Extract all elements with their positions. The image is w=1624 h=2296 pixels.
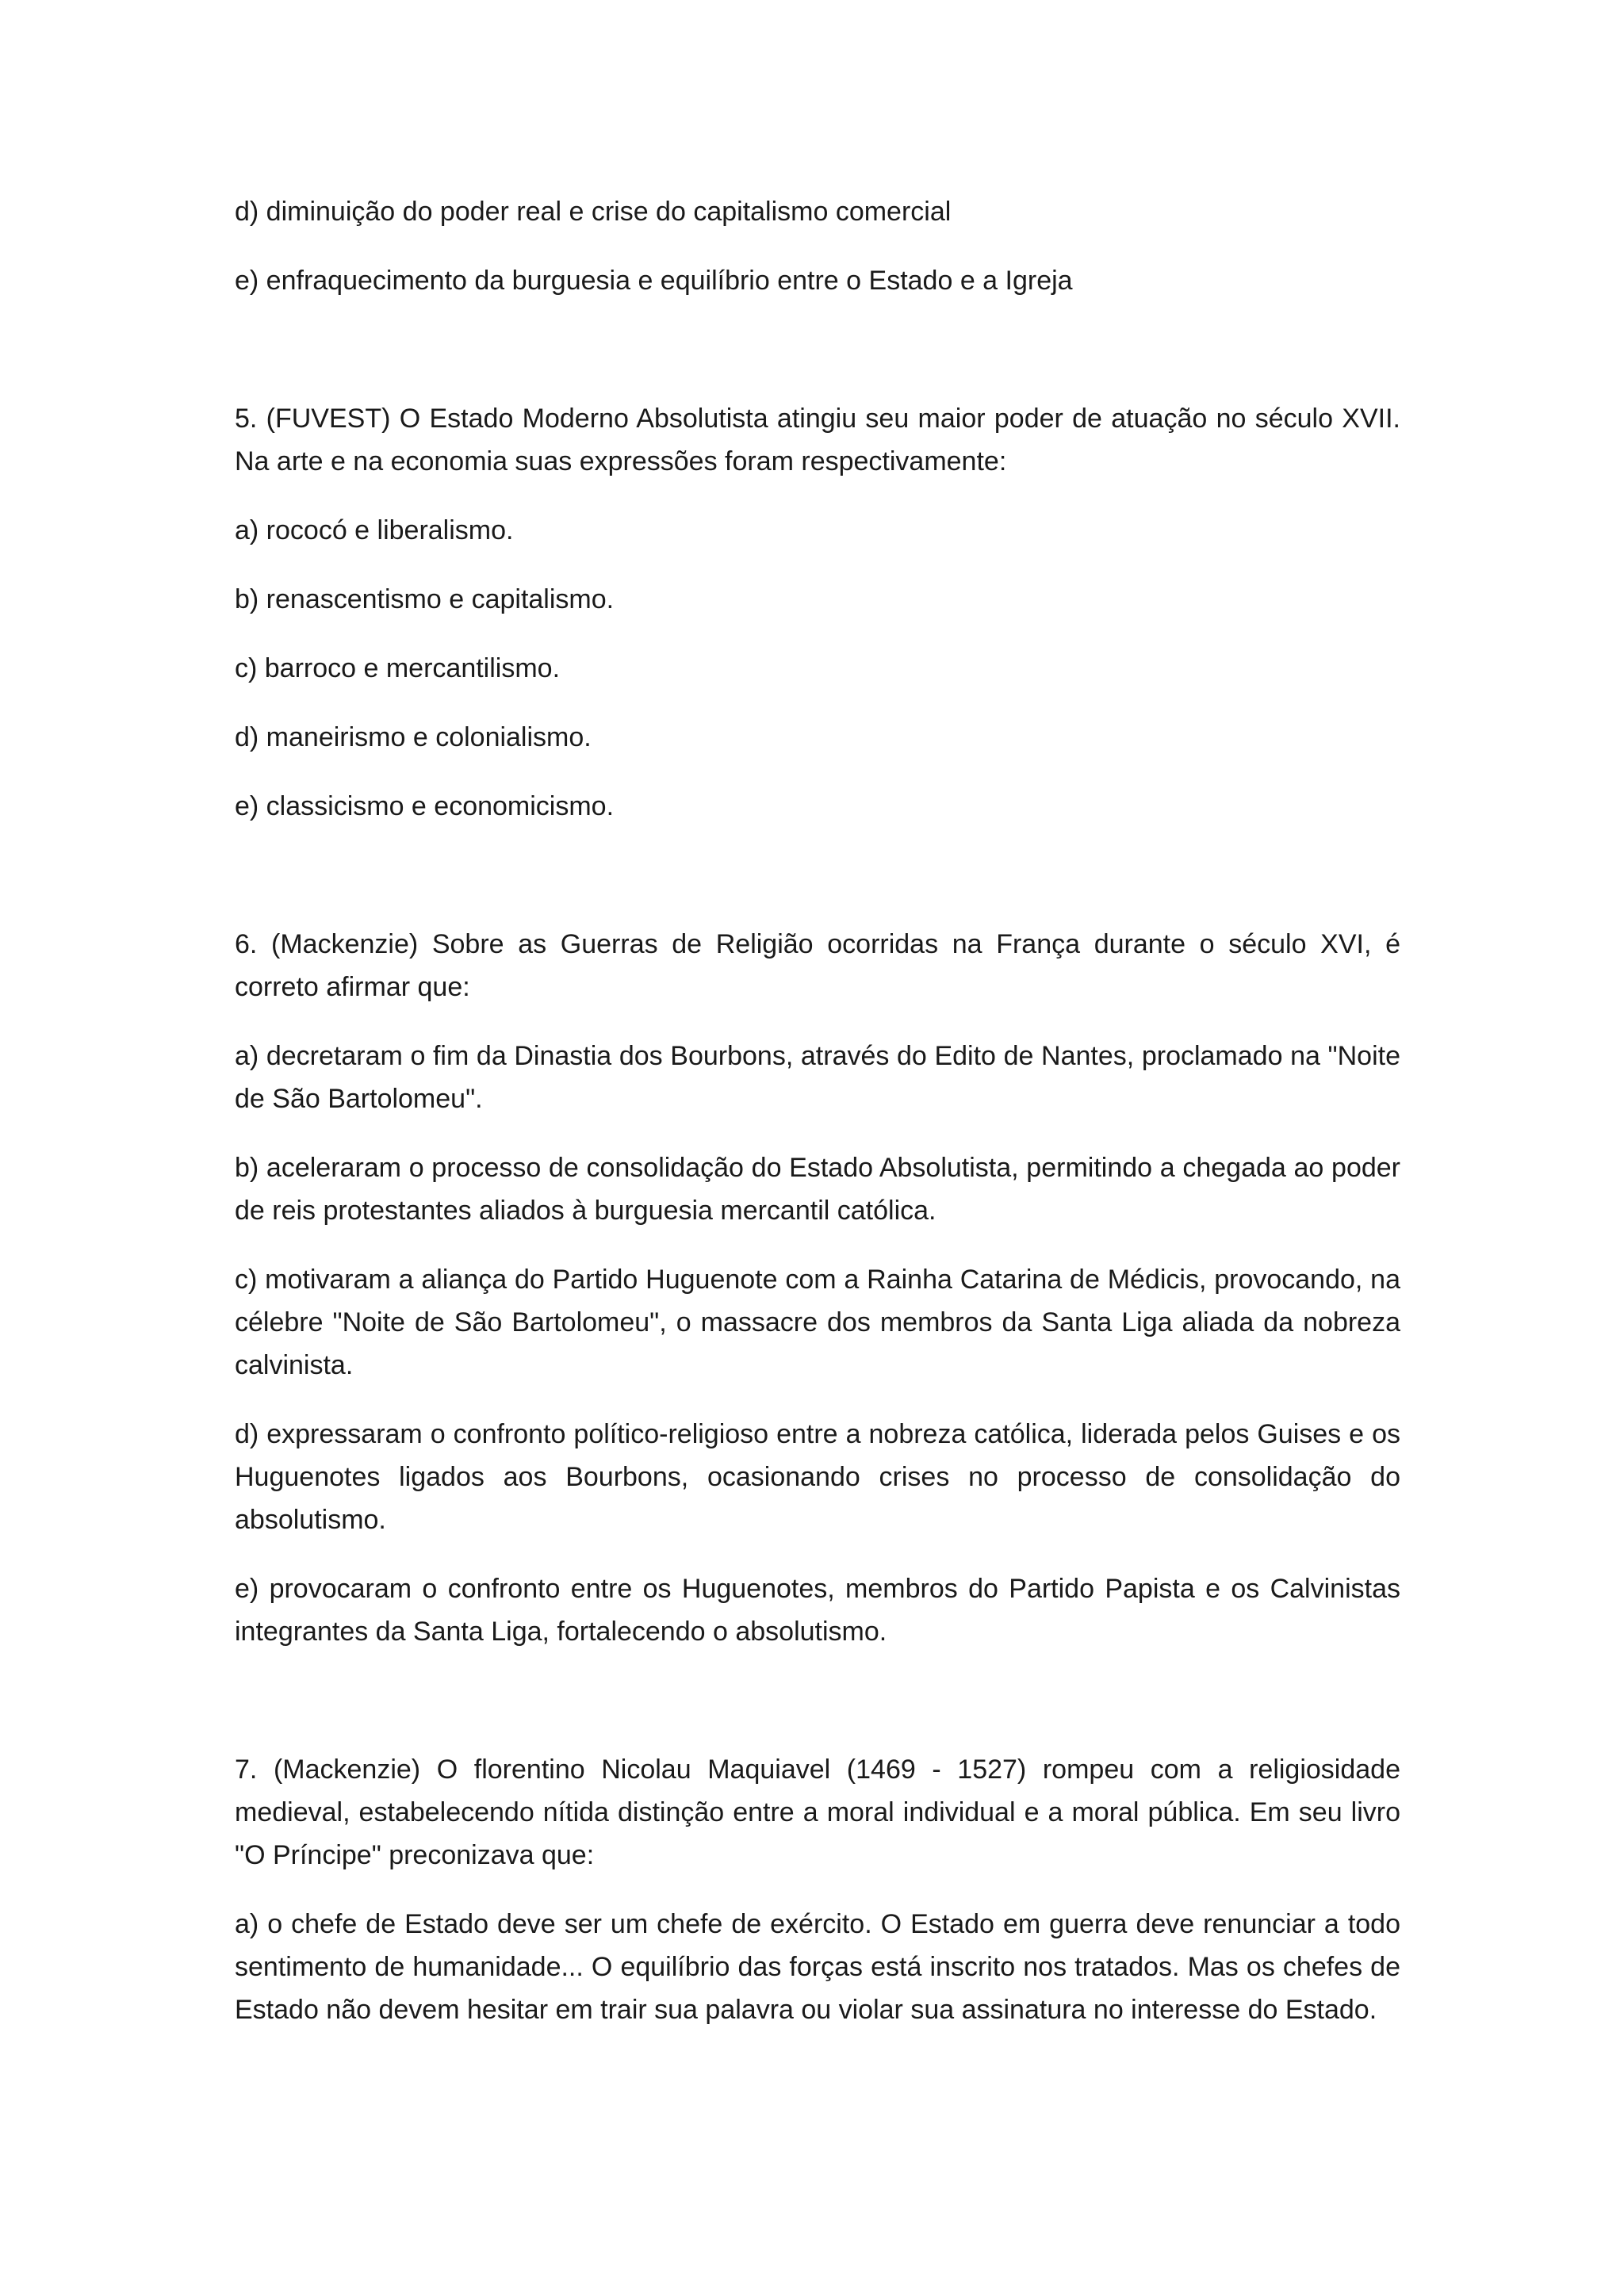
q5-option-e: e) classicismo e economicismo.	[235, 791, 615, 821]
q7-stem: 7. (Mackenzie) O florentino Nicolau Maquiavel (1469 - 1527) rompeu com a religiosidade medieval, estabelecendo nítida distinção entre a moral individual e a moral pública. Em seu livro "O Príncipe" preconizava que:	[235, 1755, 1400, 1870]
page-content	[235, 190, 1400, 2031]
q4-option-e: e) enfraquecimento da burguesia e equilíbrio entre o Estado e a Igreja	[235, 266, 1073, 296]
q5-option-d: d) maneirismo e colonialismo.	[235, 722, 592, 752]
q6-option-c: c) motivaram a aliança do Partido Huguenote com a Rainha Catarina de Médicis, provocando, na célebre "Noite de São Bartolomeu", o massacre dos membros da Santa Liga aliada da nobreza calvinista.	[235, 1265, 1400, 1380]
q6-option-e: e) provocaram o confronto entre os Huguenotes, membros do Partido Papista e os Calvinistas integrantes da Santa Liga, fortalecendo o absolutismo.	[235, 1574, 1400, 1647]
q4-option-d: d) diminuição do poder real e crise do capitalismo comercial	[235, 197, 952, 227]
q5-option-c: c) barroco e mercantilismo.	[235, 653, 561, 683]
q7-option-a: a) o chefe de Estado deve ser um chefe de exército. O Estado em guerra deve renunciar a todo sentimento de humanidade... O equilíbrio das forças está inscrito nos tratados. Mas os chefes de Estado não devem hesitar em trair sua palavra ou violar sua assinatura no interesse do Estado.	[235, 1909, 1400, 2025]
q6-stem: 6. (Mackenzie) Sobre as Guerras de Religião ocorridas na França durante o século XVI, é correto afirmar que:	[235, 929, 1400, 1002]
q6-option-d: d) expressaram o confronto político-religioso entre a nobreza católica, liderada pelos Guises e os Huguenotes ligados aos Bourbons, ocasionando crises no processo de consolidação do absolutismo.	[235, 1419, 1400, 1535]
q5-option-b: b) renascentismo e capitalismo.	[235, 584, 615, 614]
q5-stem: 5. (FUVEST) O Estado Moderno Absolutista atingiu seu maior poder de atuação no século XVII. Na arte e na economia suas expressões foram respectivamente:	[235, 404, 1400, 476]
q6-option-a: a) decretaram o fim da Dinastia dos Bourbons, através do Edito de Nantes, proclamado na "Noite de São Bartolomeu".	[235, 1041, 1400, 1114]
q6-option-b: b) aceleraram o processo de consolidação do Estado Absolutista, permitindo a chegada ao poder de reis protestantes aliados à burguesia mercantil católica.	[235, 1153, 1400, 1226]
q5-option-a: a) rococó e liberalismo.	[235, 515, 514, 545]
